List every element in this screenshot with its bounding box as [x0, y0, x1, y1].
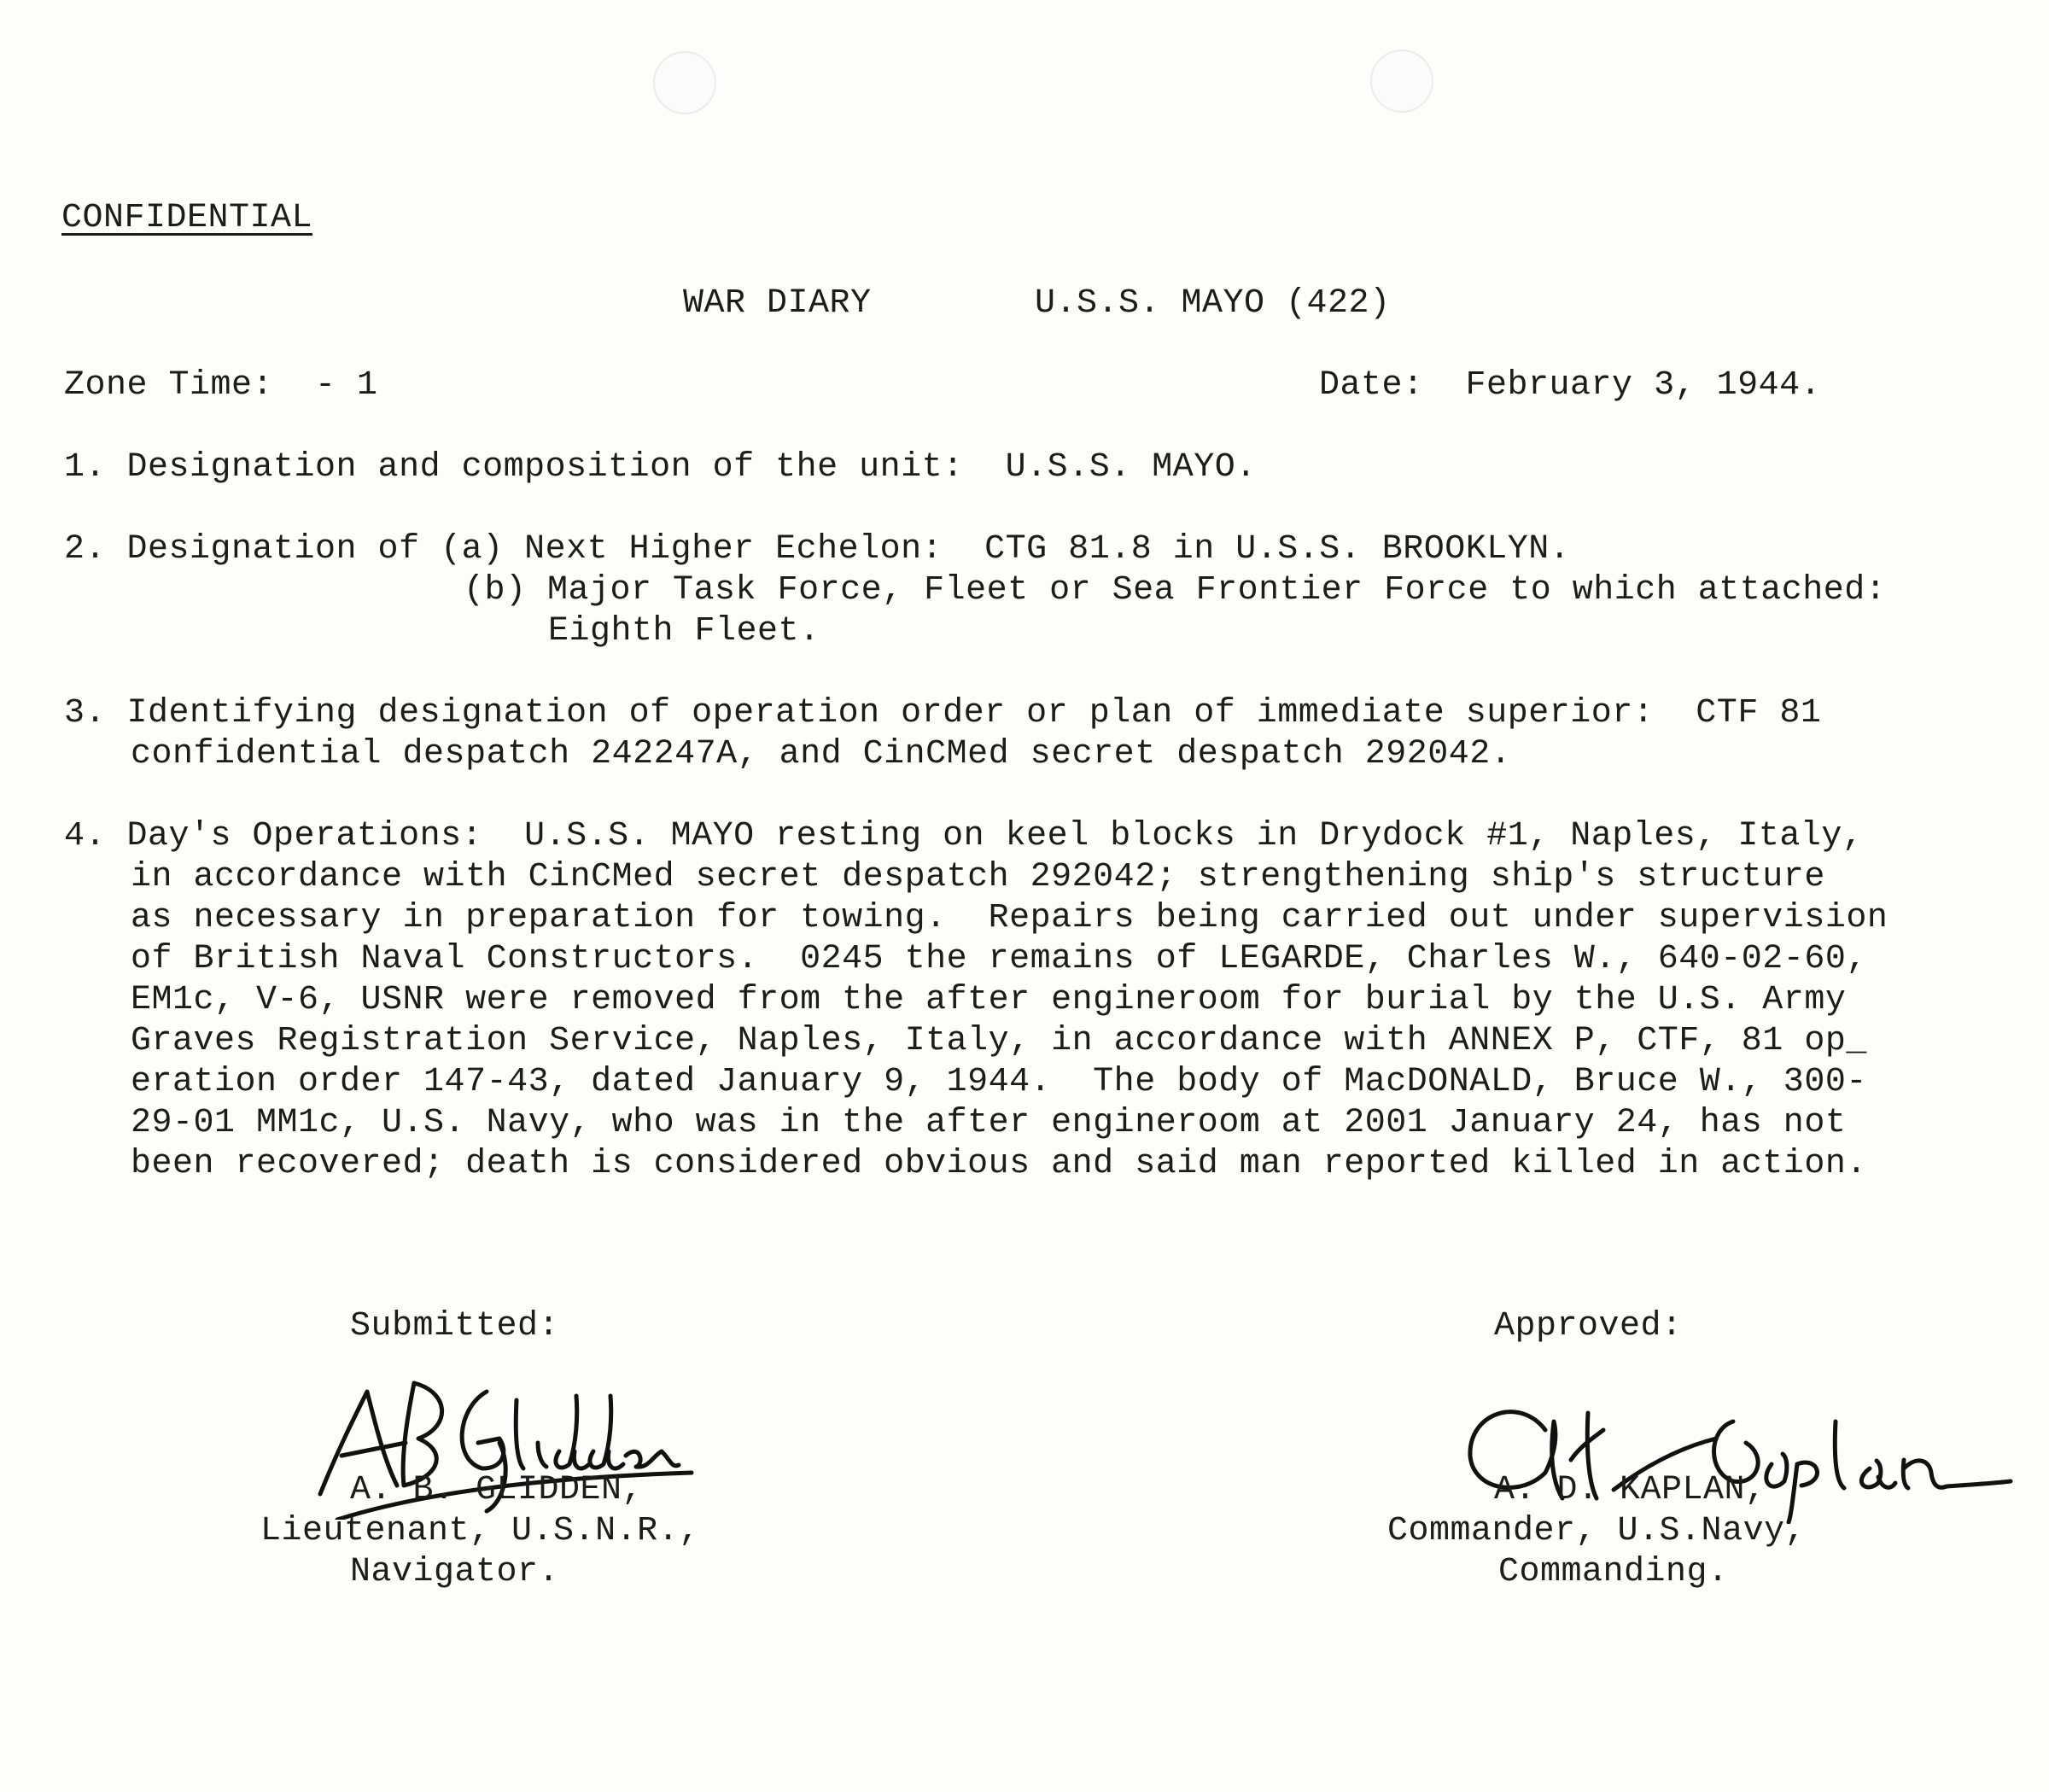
punch-hole-left	[653, 51, 716, 114]
item-4-line: as necessary in preparation for towing. Repairs being carried out under supervision	[131, 899, 1888, 937]
item-3-line-2: confidential despatch 242247A, and CinCMed secret despatch 292042.	[131, 735, 1512, 773]
item-4-line: been recovered; death is considered obvious and said man reported killed in action.	[131, 1145, 1867, 1183]
submitted-role: Navigator.	[350, 1553, 560, 1591]
item-4-line: eration order 147-43, dated January 9, 1944. The body of MacDONALD, Bruce W., 300-	[131, 1063, 1867, 1101]
item-4-line: of British Naval Constructors. 0245 the remains of LEGARDE, Charles W., 640-02-60,	[131, 940, 1867, 978]
item-2-line-3: Eighth Fleet.	[548, 612, 820, 651]
item-4-line: Graves Registration Service, Naples, Italy, in accordance with ANNEX P, CTF, 81 op_	[131, 1022, 1867, 1060]
date-line: Date: February 3, 1944.	[1319, 366, 1822, 405]
approved-name: A. D. KAPLAN,	[1494, 1471, 1766, 1509]
classification-label: CONFIDENTIAL	[61, 199, 313, 237]
approved-role: Commanding.	[1498, 1553, 1729, 1591]
submitted-rank: Lieutenant, U.S.N.R.,	[260, 1512, 700, 1550]
submitted-label: Submitted:	[350, 1307, 560, 1345]
item-2-line-1: 2. Designation of (a) Next Higher Echelon: CTG 81.8 in U.S.S. BROOKLYN.	[64, 530, 1571, 569]
punch-hole-right	[1370, 50, 1433, 113]
item-2-line-2: (b) Major Task Force, Fleet or Sea Frontier Force to which attached:	[464, 571, 1887, 610]
zone-time: Zone Time: - 1	[64, 366, 378, 405]
item-4-line: 29-01 MM1c, U.S. Navy, who was in the after engineroom at 2001 January 24, has not	[131, 1104, 1847, 1142]
document-title: WAR DIARY	[683, 284, 872, 323]
submitted-name: A. B. GLIDDEN,	[350, 1471, 644, 1509]
approved-rank: Commander, U.S.Navy,	[1387, 1512, 1807, 1550]
item-4-line: 4. Day's Operations: U.S.S. MAYO resting on keel blocks in Drydock #1, Naples, Italy,	[64, 817, 1864, 855]
ship-name: U.S.S. MAYO (422)	[1035, 284, 1391, 323]
item-4-line: in accordance with CinCMed secret despatch 292042; strengthening ship's structure	[131, 858, 1825, 896]
item-3-line-1: 3. Identifying designation of operation order or plan of immediate superior: CTF 81	[64, 694, 1822, 733]
item-4-line: EM1c, V-6, USNR were removed from the after engineroom for burial by the U.S. Army	[131, 981, 1847, 1019]
approved-label: Approved:	[1494, 1307, 1683, 1345]
item-1: 1. Designation and composition of the unit: U.S.S. MAYO.	[64, 448, 1257, 487]
